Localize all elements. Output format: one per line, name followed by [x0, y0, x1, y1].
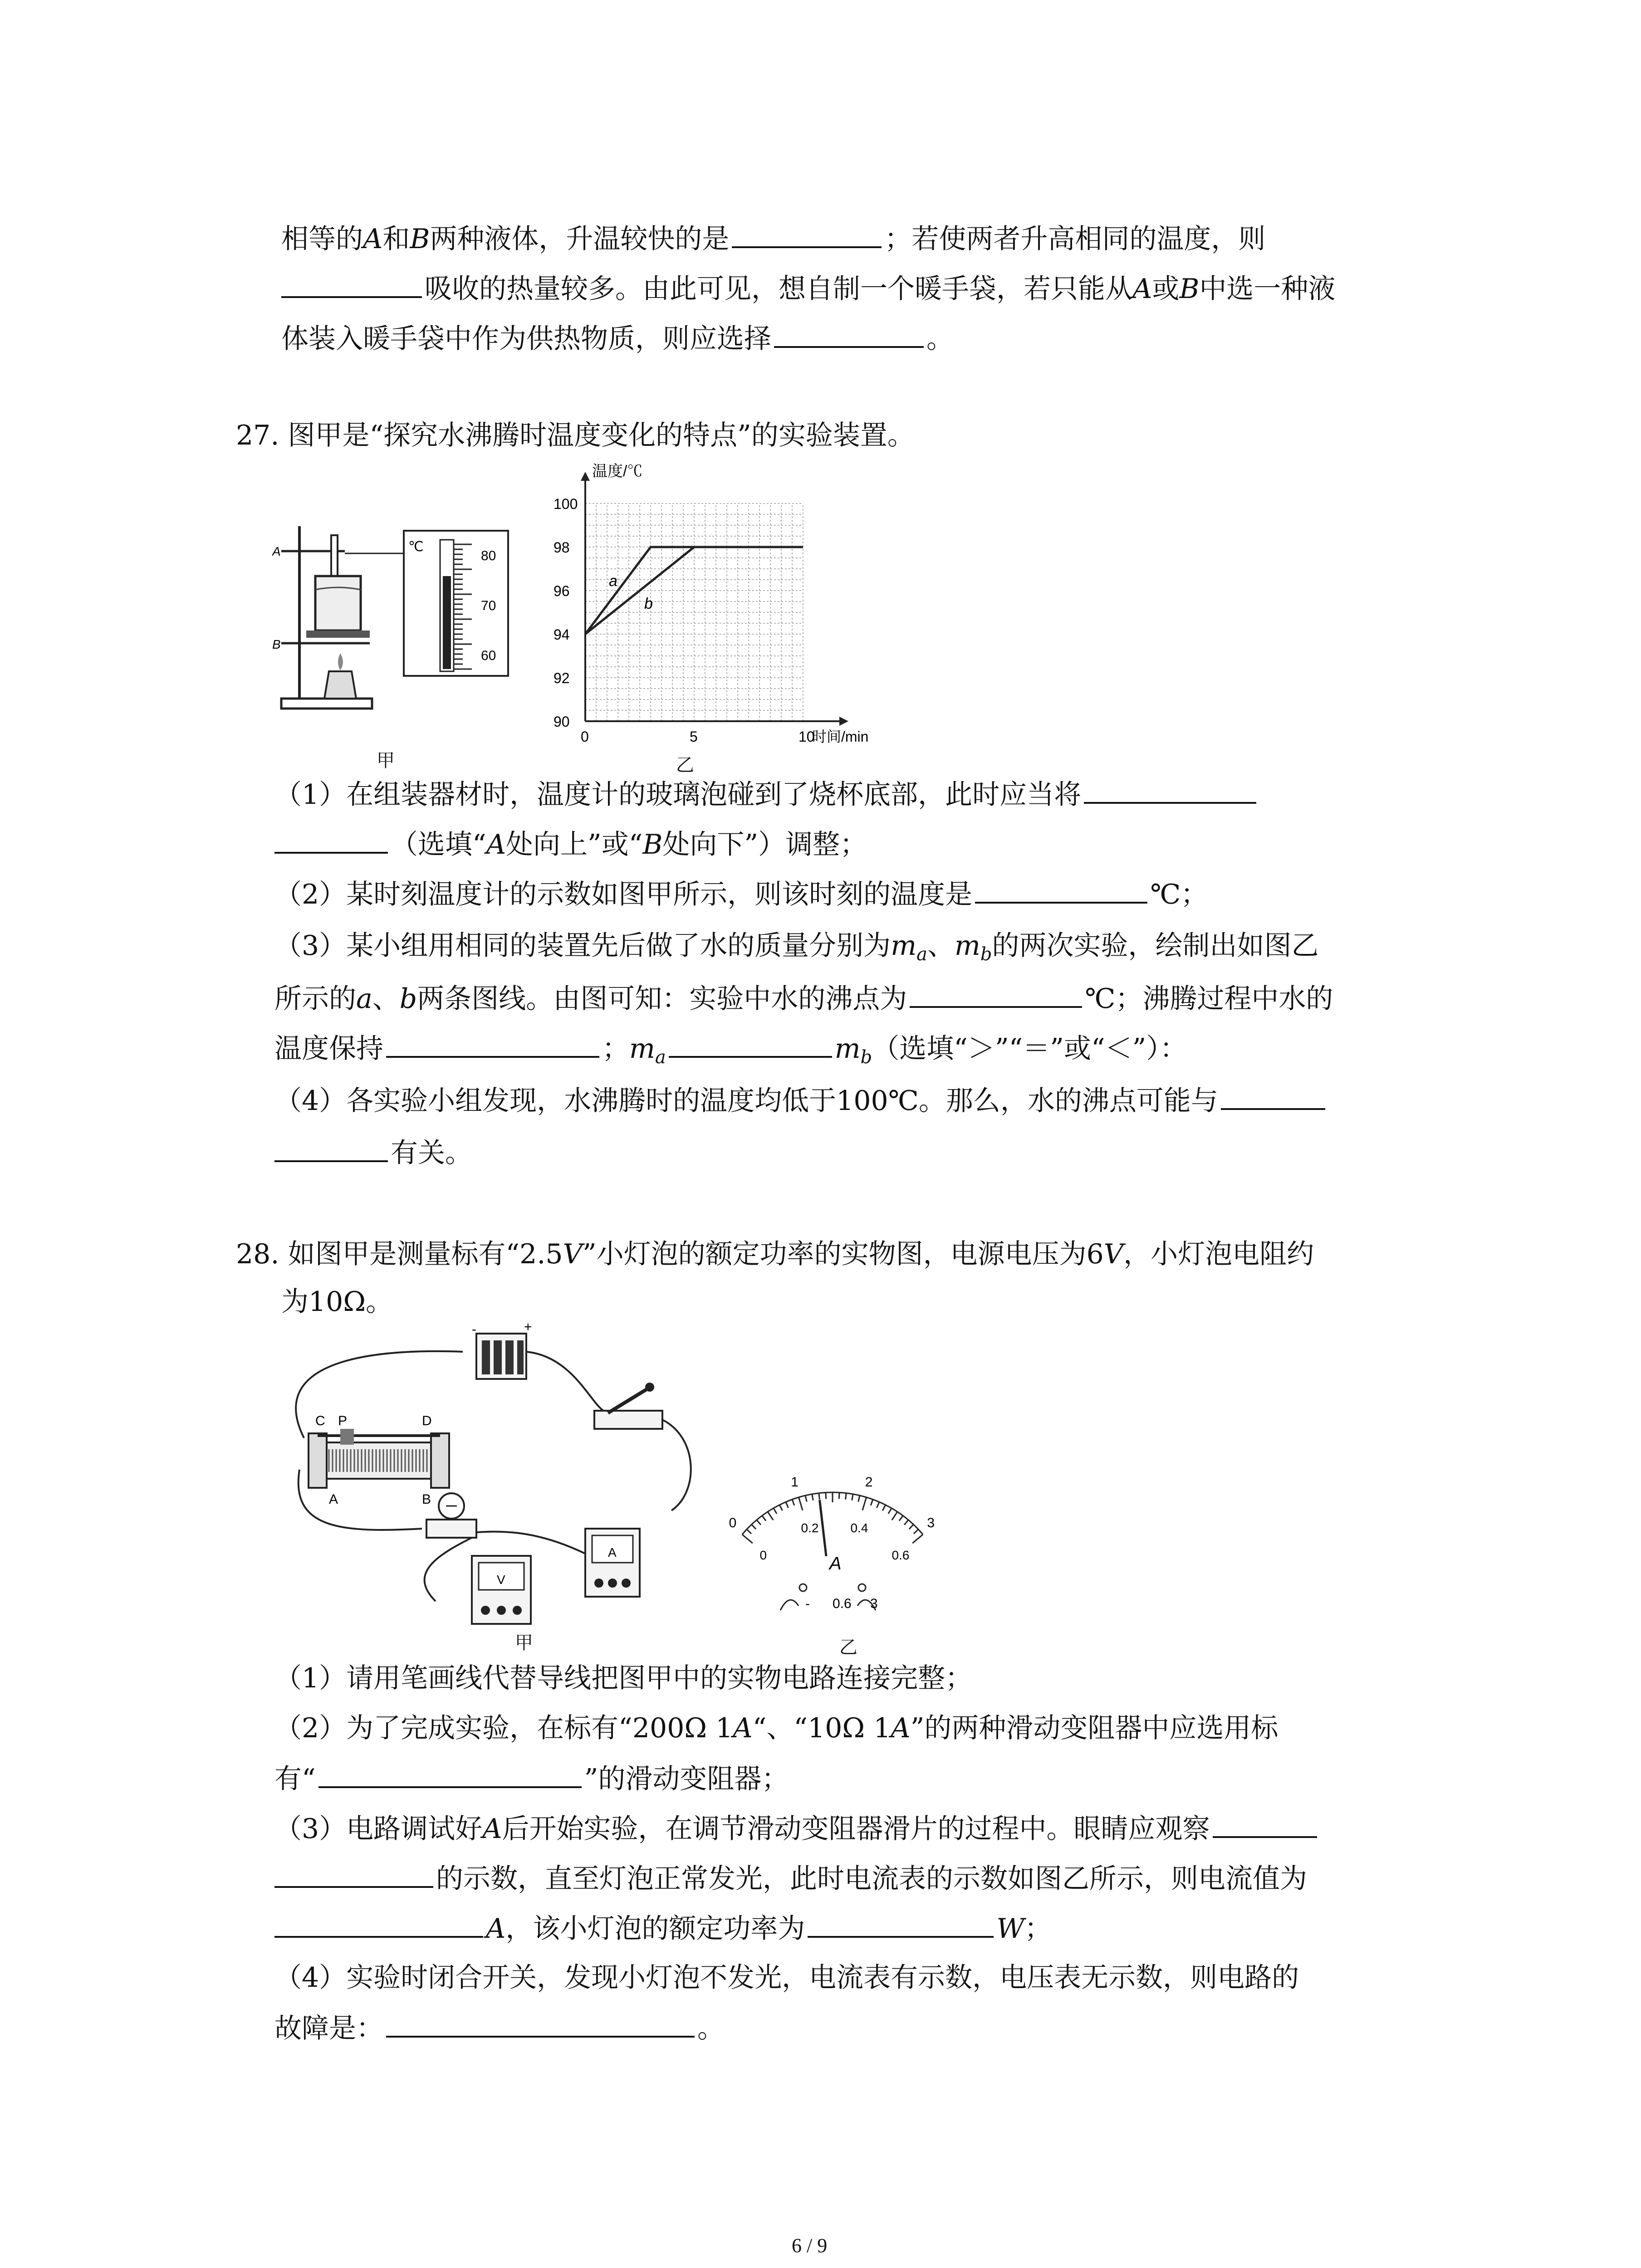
x-tick-label: 0 [581, 728, 589, 745]
q28-part2-line1: （2）为了完成实验，在标有“200Ω 1A“、“10Ω 1A”的两种滑动变阻器中应选用标 [274, 1712, 1279, 1744]
dial-tick [877, 1502, 879, 1508]
dial-tick [742, 1535, 753, 1543]
dial-tick [892, 1512, 897, 1520]
dial-tick [909, 1525, 914, 1529]
x-tick-label: 10 [798, 728, 815, 745]
svg-text:P: P [338, 1413, 348, 1428]
dial-inner-label: 0.6 [892, 1548, 910, 1562]
x-axis-label: 时间/min [812, 728, 869, 745]
q27-blank-3a[interactable] [910, 980, 1082, 1008]
q26-blank-2[interactable] [281, 270, 422, 298]
q28-heading-line2: 为10Ω。 [281, 1286, 393, 1318]
y-tick-label: 98 [554, 539, 570, 556]
y-tick-label: 92 [554, 670, 570, 686]
q28-part4-line2: 故障是： 。 [274, 2009, 725, 2047]
q28-part4-line1: （4）实验时闭合开关，发现小灯泡不发光，电流表有示数，电压表无示数，则电路的 [274, 1962, 1299, 1994]
dial-tick [899, 1515, 903, 1520]
q28-blank-3a[interactable] [1213, 1810, 1317, 1838]
dial-tick [858, 1496, 860, 1502]
dial-outer-label: 0 [729, 1515, 737, 1530]
dial-tick [752, 1525, 756, 1529]
q27-part3-line2: 所示的a、b两条图线。由图可知：实验中水的沸点为 ℃；沸腾过程中水的 [274, 980, 1333, 1017]
dial-tick [805, 1496, 807, 1502]
dial-outer-label: 1 [791, 1474, 798, 1490]
q28-part1: （1）请用笔画线代替导线把图甲中的实物电路连接完整； [274, 1662, 973, 1694]
wire-2 [526, 1352, 603, 1411]
q28-circuit-figure [272, 1320, 726, 1628]
dial-tick [792, 1500, 794, 1505]
dial-tick [812, 1494, 813, 1501]
dial-tick [762, 1515, 766, 1520]
q28-blank-3c[interactable] [274, 1910, 483, 1938]
q28-ammeter-dial [726, 1438, 939, 1619]
q28-blank-4[interactable] [386, 2009, 695, 2038]
svg-text:0.6: 0.6 [833, 1596, 852, 1611]
y-tick-label: 96 [554, 583, 570, 599]
q28-part3-line3: A，该小灯泡的额定功率为 W； [274, 1910, 1052, 1947]
q27-blank-2[interactable] [975, 875, 1147, 904]
q28-part3-line2: 的示数，直至灯泡正常发光，此时电流表的示数如图乙所示，则电流值为 [274, 1860, 1307, 1897]
q28-fig-jia-label: 甲 [515, 1633, 533, 1653]
wire-6 [425, 1538, 472, 1601]
dial-tick [904, 1520, 908, 1525]
dial-tick [757, 1520, 761, 1525]
q26-blank-3[interactable] [774, 320, 924, 348]
svg-text:-: - [472, 1322, 476, 1337]
q26-line-3: 体装入暖手袋中作为供热物质，则应选择 。 [281, 320, 954, 357]
dial-inner-label: 0.4 [850, 1520, 868, 1535]
q28-part3-line1: （3）电路调试好A后开始实验，在调节滑动变阻器滑片的过程中。眼睛应观察 [274, 1810, 1320, 1847]
svg-text:80: 80 [481, 548, 496, 563]
svg-text:60: 60 [481, 648, 496, 663]
svg-text:A: A [329, 1492, 338, 1507]
page-number: 6 / 9 [792, 2234, 828, 2257]
q27-blank-1a[interactable] [1084, 776, 1256, 804]
svg-text:V: V [497, 1573, 505, 1587]
dial-tick [779, 1505, 782, 1511]
q27-blank-3b[interactable] [386, 1030, 599, 1058]
label-A: A [272, 544, 281, 558]
svg-text:3: 3 [870, 1596, 878, 1611]
dial-outer-label: 3 [927, 1515, 935, 1530]
svg-text:A: A [608, 1545, 617, 1559]
voltmeter-icon [472, 1556, 531, 1624]
dial-tick [862, 1497, 867, 1510]
svg-text:D: D [422, 1413, 432, 1428]
q27-heading [236, 417, 915, 454]
q27-temperature-chart [526, 458, 898, 748]
dial-tick [888, 1508, 892, 1514]
y-axis-label: 温度/℃ [592, 463, 643, 480]
rheostat-icon [309, 1413, 449, 1507]
q27-part3-line1: （3）某小组用相同的装置先后做了水的质量分别为$m_a$、$m_b$的两次实验，绘制出如图乙 [274, 930, 1319, 965]
x-axis-arrow [839, 717, 848, 726]
q27-apparatus-figure [272, 517, 517, 721]
svg-text:-: - [805, 1596, 810, 1611]
battery-icon [472, 1320, 532, 1379]
dial-inner-label: 0 [759, 1548, 767, 1562]
switch-icon [594, 1383, 662, 1429]
q28-blank-3d[interactable] [808, 1910, 994, 1938]
y-tick-label: 94 [554, 626, 570, 643]
question-number: 27. [236, 420, 279, 451]
bulb-icon [426, 1493, 476, 1538]
dial-tick [774, 1508, 777, 1514]
q27-part2: （2）某时刻温度计的示数如图甲所示，则该时刻的温度是 ℃； [274, 875, 1208, 913]
y-axis-arrow [581, 472, 590, 481]
series-label-a: a [609, 572, 617, 590]
svg-text:70: 70 [481, 598, 496, 613]
q27-blank-1b[interactable] [274, 826, 388, 854]
series-label-b: b [644, 595, 653, 612]
stand-base [281, 699, 372, 709]
dial-tick [912, 1535, 923, 1543]
question-number: 28. [236, 1238, 279, 1270]
q27-fig-yi-label: 乙 [676, 755, 694, 776]
q27-fig-jia-label: 甲 [377, 750, 395, 771]
question-title: 图甲是“探究水沸腾时温度变化的特点”的实验装置。 [288, 420, 915, 451]
dial-inner-label: 0.2 [801, 1520, 819, 1535]
dial-tick [768, 1512, 773, 1520]
beaker [315, 576, 361, 631]
meter-needle [820, 1500, 827, 1556]
dial-tick [852, 1494, 853, 1501]
dial-tick [786, 1502, 789, 1508]
q28-part2-line2: 有“ ”的滑动变阻器； [274, 1760, 789, 1797]
svg-text:A: A [829, 1554, 842, 1574]
q27-blank-3c[interactable] [669, 1030, 832, 1058]
wire-3 [662, 1420, 691, 1510]
q28-blank-3b[interactable] [274, 1860, 433, 1888]
svg-text:B: B [422, 1492, 431, 1507]
q27-part4-line1: （4）各实验小组发现，水沸腾时的温度均低于100℃。那么，水的沸点可能与 [274, 1082, 1328, 1119]
label-B: B [272, 637, 281, 651]
q26-blank-1[interactable] [732, 220, 882, 248]
q28-heading-line1: 28. 如图甲是测量标有“2.5V”小灯泡的额定功率的实物图，电源电压为6V，小灯泡电阻约 [236, 1238, 1314, 1270]
svg-text:+: + [524, 1320, 532, 1334]
dial-tick [882, 1505, 885, 1511]
dial-tick [871, 1500, 873, 1505]
q26-line-2: 吸收的热量较多。由此可见，想自制一个暖手袋，若只能从A或B中选一种液 [281, 270, 1335, 307]
y-tick-label: 90 [554, 714, 570, 730]
q28-fig-yi-label: 乙 [839, 1637, 857, 1658]
q27-blank-4a[interactable] [1221, 1082, 1325, 1110]
y-tick-label: 100 [554, 496, 578, 512]
q27-blank-4b[interactable] [274, 1134, 388, 1162]
dial-tick [846, 1493, 847, 1500]
dial-tick [819, 1493, 820, 1500]
x-tick-label: 5 [690, 728, 698, 745]
ammeter-icon [585, 1529, 640, 1597]
dial-outer-label: 2 [865, 1474, 873, 1490]
dial-tick [914, 1530, 918, 1534]
q27-part4-line2: 有关。 [274, 1134, 472, 1171]
svg-text:C: C [315, 1413, 325, 1428]
wire-5 [467, 1532, 590, 1556]
dial-tick [798, 1497, 803, 1510]
q26-line-1: 相等的A和B两种液体，升温较快的是 ；若使两者升高相同的温度，则 [281, 220, 1265, 257]
q27-part1-line1: （1）在组装器材时，温度计的玻璃泡碰到了烧杯底部，此时应当将 [274, 776, 1259, 813]
q28-blank-2[interactable] [318, 1760, 582, 1788]
q27-part1-line2: （选填“A处向上”或“B处向下”）调整； [274, 826, 867, 863]
dial-tick [747, 1530, 751, 1534]
q27-part3-line3: 温度保持 ；$m_a$ $m_b$（选填“＞”“＝”或“＜”）： [274, 1030, 1187, 1075]
svg-text:℃: ℃ [408, 539, 424, 554]
